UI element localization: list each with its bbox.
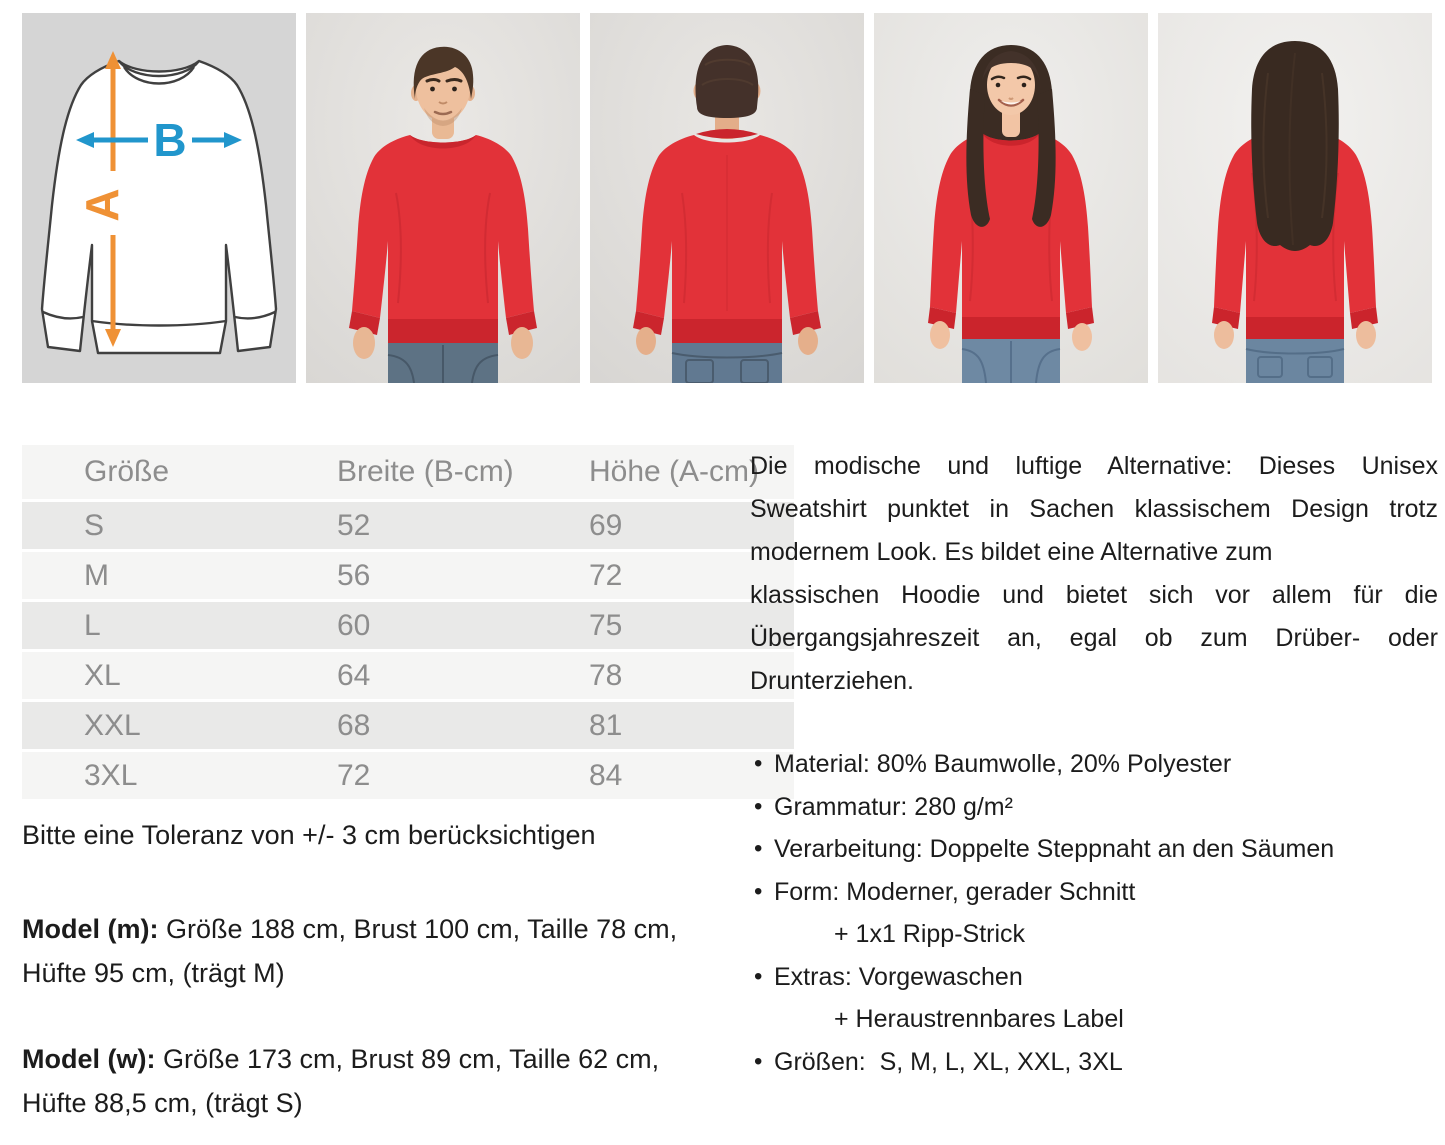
model-w-info: [22, 1037, 722, 1125]
photo-woman-front: [874, 13, 1148, 383]
description-paragraph-2: klassischen Hoodie und bietet sich vor allem für die Übergangsjahreszeit an, egal ob zum Drüber- oder Drunterziehen.: [750, 581, 1438, 695]
feature-material: • Material: 80% Baumwolle, 20% Polyester: [750, 743, 1438, 786]
size-cell: XXL: [22, 701, 337, 751]
width-arrow-label: B: [153, 114, 187, 166]
width-cell: 52: [337, 501, 589, 551]
woman-front-jeans: [962, 339, 1060, 383]
size-diagram-illustration: [22, 13, 296, 383]
photo-woman-back: [1158, 13, 1432, 383]
model-m-measurements: Größe 188 cm, Brust 100 cm, Taille 78 cm, Hüfte 95 cm, (trägt M): [22, 914, 678, 988]
model-w-measurements: Größe 173 cm, Brust 89 cm, Taille 62 cm, Hüfte 88,5 cm, (trägt S): [22, 1044, 660, 1118]
feature-verarbeitung: • Verarbeitung: Doppelte Steppnaht an den Säumen: [750, 828, 1438, 871]
woman-front-sweatshirt: [930, 133, 1092, 323]
width-cell: 68: [337, 701, 589, 751]
man-front-illustration: [306, 13, 580, 383]
col-header-size: Größe: [22, 445, 337, 501]
woman-back-jeans: [1246, 339, 1344, 383]
size-cell: M: [22, 551, 337, 601]
height-cell: 75: [589, 601, 794, 651]
man-front-jeans: [388, 343, 498, 383]
photo-man-back: [590, 13, 864, 383]
col-header-height: Höhe (A-cm): [589, 445, 794, 501]
man-back-hair: [696, 45, 759, 118]
size-table-header-row: [22, 445, 794, 501]
size-diagram-panel: [22, 13, 296, 383]
width-cell: 64: [337, 651, 589, 701]
photo-man-front: [306, 13, 580, 383]
man-back-jeans: [672, 343, 782, 383]
feature-grammatur: • Grammatur: 280 g/m²: [750, 786, 1438, 829]
description-column: [750, 445, 1438, 1125]
size-table-row: [22, 701, 794, 751]
model-m-label: Model (m):: [22, 914, 159, 944]
feature-extras: • Extras: Vorgewaschen: [750, 956, 1438, 999]
size-cell: S: [22, 501, 337, 551]
product-image-strip: [22, 13, 1432, 383]
woman-back-illustration: [1158, 13, 1432, 383]
size-table-row: [22, 601, 794, 651]
size-table: [22, 445, 794, 802]
size-table-row: [22, 651, 794, 701]
size-table-row: [22, 751, 794, 801]
product-details: [22, 445, 1438, 1125]
height-cell: 84: [589, 751, 794, 801]
size-cell: XL: [22, 651, 337, 701]
height-arrow-label: A: [76, 188, 128, 222]
width-cell: 60: [337, 601, 589, 651]
size-table-row: [22, 551, 794, 601]
height-cell: 81: [589, 701, 794, 751]
feature-groessen: • Größen: S, M, L, XL, XXL, 3XL: [750, 1041, 1438, 1084]
man-back-illustration: [590, 13, 864, 383]
size-cell: 3XL: [22, 751, 337, 801]
tolerance-note: Bitte eine Toleranz von +/- 3 cm berücksichtigen: [22, 820, 596, 850]
description-paragraph-1: Die modische und luftige Alternative: Dieses Unisex Sweatshirt punktet in Sachen klassischem Design trotz modernem Look. Es bildet eine Alternative zum: [750, 452, 1438, 566]
feature-form: • Form: Moderner, gerader Schnitt: [750, 871, 1438, 914]
man-front-sweatshirt: [352, 135, 534, 325]
size-table-row: [22, 501, 794, 551]
col-header-width: Breite (B-cm): [337, 445, 589, 501]
feature-extras-addition: + Heraustrennbares Label: [834, 1005, 1124, 1033]
height-cell: 78: [589, 651, 794, 701]
model-m-info: [22, 907, 722, 995]
feature-list: [750, 743, 1438, 1083]
width-cell: 72: [337, 751, 589, 801]
height-cell: 69: [589, 501, 794, 551]
size-info-column: [22, 445, 760, 1125]
size-cell: L: [22, 601, 337, 651]
product-description: [750, 445, 1438, 703]
hem-band: [388, 319, 498, 343]
woman-front-illustration: [874, 13, 1148, 383]
model-w-label: Model (w):: [22, 1044, 156, 1074]
height-cell: 72: [589, 551, 794, 601]
feature-form-addition: + 1x1 Ripp-Strick: [834, 920, 1026, 948]
width-cell: 56: [337, 551, 589, 601]
